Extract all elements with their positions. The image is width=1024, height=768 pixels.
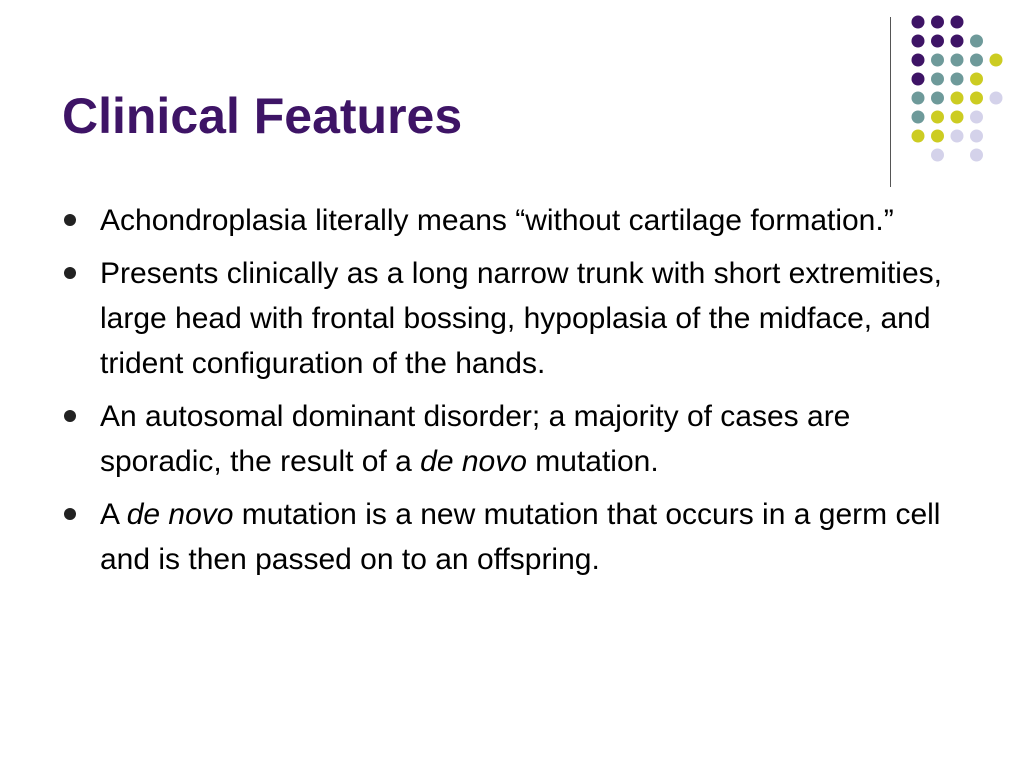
decorative-dot	[951, 111, 964, 124]
bullet-list	[100, 198, 980, 590]
bullet-text: Achondroplasia literally means “without cartilage formation.”	[100, 204, 894, 237]
decorative-dot	[912, 73, 925, 86]
decorative-dot	[912, 35, 925, 48]
decorative-dot	[931, 130, 944, 143]
bullet-dot-icon	[64, 410, 76, 422]
decorative-dot	[951, 130, 964, 143]
decorative-dot	[931, 73, 944, 86]
bullet-item	[100, 251, 980, 386]
decorative-dot	[912, 111, 925, 124]
decorative-dot	[931, 149, 944, 162]
bullet-text-italic: de novo	[420, 445, 527, 478]
slide-title: Clinical Features	[62, 88, 463, 144]
decorative-dot	[931, 16, 944, 29]
decorative-dot	[990, 54, 1003, 67]
decorative-dot	[970, 111, 983, 124]
decorative-dot	[951, 92, 964, 105]
bullet-text: An autosomal dominant disorder; a majority of cases are sporadic, the result of a	[100, 400, 851, 478]
bullet-text: mutation.	[526, 445, 659, 478]
bullet-item	[100, 492, 980, 582]
bullet-item	[100, 198, 980, 243]
decorative-dot	[951, 16, 964, 29]
bullet-text-italic: de novo	[126, 498, 234, 531]
decorative-dot	[951, 73, 964, 86]
bullet-dot-icon	[64, 267, 76, 279]
decorative-dot	[931, 54, 944, 67]
bullet-item	[100, 394, 980, 484]
decorative-dot	[912, 92, 925, 105]
decorative-dot	[990, 92, 1003, 105]
decorative-dot	[970, 149, 983, 162]
decorative-dot	[970, 73, 983, 86]
decorative-dot	[970, 54, 983, 67]
bullet-dot-icon	[64, 214, 76, 226]
decorative-dot	[931, 92, 944, 105]
bullet-dot-icon	[64, 508, 76, 520]
decorative-dot	[951, 54, 964, 67]
bullet-text: mutation is a new mutation that occurs in a germ cell and is then passed on to an offspring.	[100, 498, 941, 576]
decorative-dot	[912, 16, 925, 29]
decorative-dot	[951, 35, 964, 48]
vertical-divider-line	[890, 17, 891, 187]
bullet-text: A	[100, 498, 127, 531]
bullet-text: Presents clinically as a long narrow trunk with short extremities, large head with frontal bossing, hypoplasia of the midface, and trident configuration of the hands.	[100, 257, 942, 380]
decorative-dot	[970, 130, 983, 143]
decorative-dot	[970, 35, 983, 48]
decorative-dot	[912, 54, 925, 67]
decorative-dot	[912, 130, 925, 143]
decorative-dot	[970, 92, 983, 105]
decorative-dot	[931, 35, 944, 48]
decorative-dot	[931, 111, 944, 124]
